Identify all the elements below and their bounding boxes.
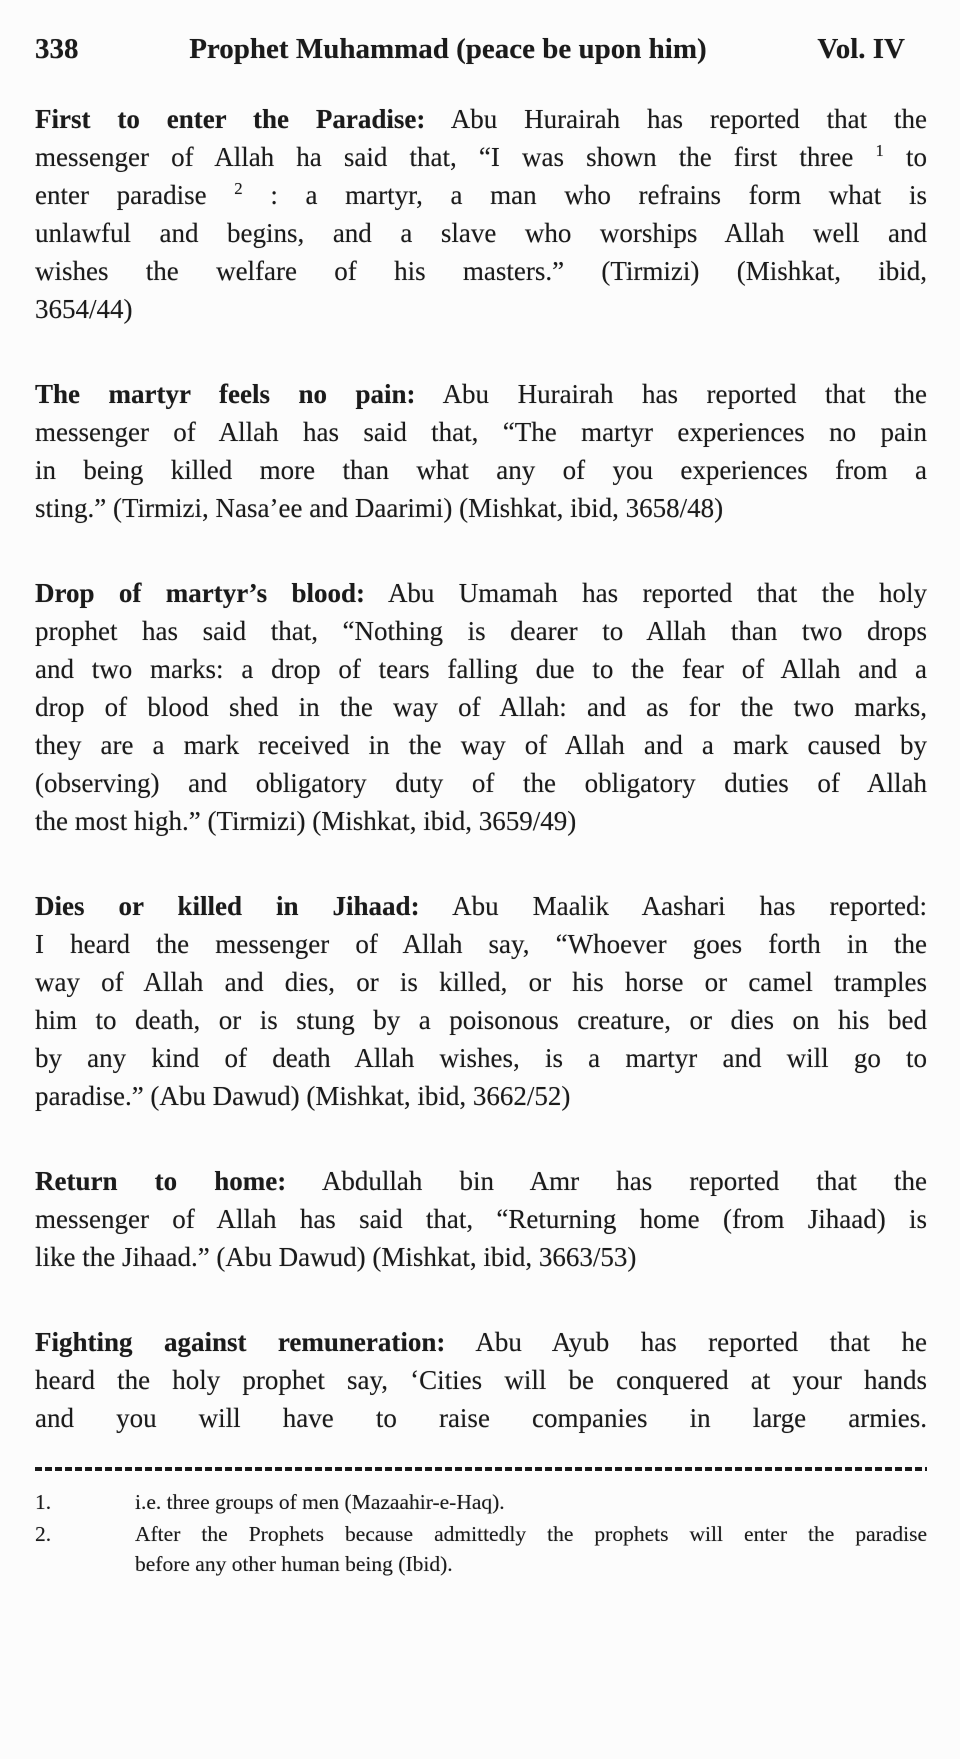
footnote-text bbox=[135, 1519, 927, 1579]
text-line: way of Allah and dies, or is killed, or his horse or camel tramples bbox=[35, 967, 927, 997]
page-title: Prophet Muhammad (peace be upon him) bbox=[189, 33, 707, 65]
text-line: Drop of martyr’s blood: Abu Umamah has reported that the holy bbox=[35, 578, 927, 608]
text-line: Fighting against remuneration: Abu Ayub has reported that he bbox=[35, 1327, 927, 1357]
text-line: The martyr feels no pain: Abu Hurairah has reported that the bbox=[35, 379, 927, 409]
text-line: they are a mark received in the way of Allah and a mark caused by bbox=[35, 730, 927, 760]
paragraph bbox=[35, 375, 927, 527]
text-line: and you will have to raise companies in large armies. bbox=[35, 1403, 927, 1433]
text-line: I heard the messenger of Allah say, “Whoever goes forth in the bbox=[35, 929, 927, 959]
text-line: prophet has said that, “Nothing is dearer to Allah than two drops bbox=[35, 616, 927, 646]
text-line: (observing) and obligatory duty of the obligatory duties of Allah bbox=[35, 768, 927, 798]
footnote-separator bbox=[35, 1467, 927, 1471]
text-line: in being killed more than what any of you experiences from a bbox=[35, 455, 927, 485]
text-line: 3654/44) bbox=[35, 294, 133, 324]
page-header bbox=[35, 30, 927, 68]
footnote-item bbox=[35, 1487, 927, 1517]
paragraph bbox=[35, 1323, 927, 1437]
footnote-line: before any other human being (Ibid). bbox=[135, 1552, 453, 1576]
text-line: drop of blood shed in the way of Allah: and as for the two marks, bbox=[35, 692, 927, 722]
footnotes-section bbox=[35, 1487, 927, 1579]
paragraph-lead: The martyr feels no pain: bbox=[35, 379, 416, 409]
footnote-line: After the Prophets because admittedly the prophets will enter the paradise bbox=[135, 1522, 927, 1546]
text-line: unlawful and begins, and a slave who worships Allah well and bbox=[35, 218, 927, 248]
text-line: and two marks: a drop of tears falling due to the fear of Allah and a bbox=[35, 654, 927, 684]
footnote-number: 2. bbox=[35, 1522, 52, 1546]
paragraph-lead: Dies or killed in Jihaad: bbox=[35, 891, 420, 921]
text-line: messenger of Allah ha said that, “I was shown the first three $^1$ to bbox=[35, 141, 927, 172]
footnote-number: 1. bbox=[35, 1490, 52, 1514]
text-line: First to enter the Paradise: Abu Hurairah has reported that the bbox=[35, 104, 927, 134]
footnote-item bbox=[35, 1519, 927, 1579]
paragraph bbox=[35, 574, 927, 840]
footnote-text bbox=[135, 1487, 927, 1517]
paragraph-lead: Drop of martyr’s blood: bbox=[35, 578, 366, 608]
text-line: heard the holy prophet say, ‘Cities will be conquered at your hands bbox=[35, 1365, 927, 1395]
paragraph-lead: Return to home: bbox=[35, 1166, 287, 1196]
text-line: paradise.” (Abu Dawud) (Mishkat, ibid, 3662/52) bbox=[35, 1081, 571, 1111]
volume-label: Vol. IV bbox=[817, 33, 905, 65]
text-line: sting.” (Tirmizi, Nasa’ee and Daarimi) (Mishkat, ibid, 3658/48) bbox=[35, 493, 724, 523]
footnote-ref: 1 bbox=[875, 141, 884, 160]
text-line: him to death, or is stung by a poisonous creature, or dies on his bed bbox=[35, 1005, 927, 1035]
body-text bbox=[35, 100, 927, 1437]
paragraph bbox=[35, 887, 927, 1115]
paragraph bbox=[35, 100, 927, 328]
footnote-ref: 2 bbox=[234, 179, 243, 198]
text-line: wishes the welfare of his masters.” (Tirmizi) (Mishkat, ibid, bbox=[35, 256, 927, 286]
footnote-line: i.e. three groups of men (Mazaahir-e-Haq). bbox=[135, 1490, 505, 1514]
text-line: enter paradise $^2$ : a martyr, a man who refrains form what is bbox=[35, 179, 927, 210]
text-line: Return to home: Abdullah bin Amr has reported that the bbox=[35, 1166, 928, 1196]
text-line: Dies or killed in Jihaad: Abu Maalik Aashari has reported: bbox=[35, 891, 927, 921]
text-line: messenger of Allah has said that, “Returning home (from Jihaad) is bbox=[35, 1204, 927, 1234]
text-line: the most high.” (Tirmizi) (Mishkat, ibid, 3659/49) bbox=[35, 806, 577, 836]
text-line: messenger of Allah has said that, “The martyr experiences no pain bbox=[35, 417, 927, 447]
text-line: like the Jihaad.” (Abu Dawud) (Mishkat, ibid, 3663/53) bbox=[35, 1242, 637, 1272]
page-number: 338 bbox=[35, 33, 79, 65]
paragraph-lead: Fighting against remuneration: bbox=[35, 1327, 446, 1357]
text-line: by any kind of death Allah wishes, is a martyr and will go to bbox=[35, 1043, 927, 1073]
paragraph-lead: First to enter the Paradise: bbox=[35, 104, 426, 134]
paragraph bbox=[35, 1162, 927, 1276]
